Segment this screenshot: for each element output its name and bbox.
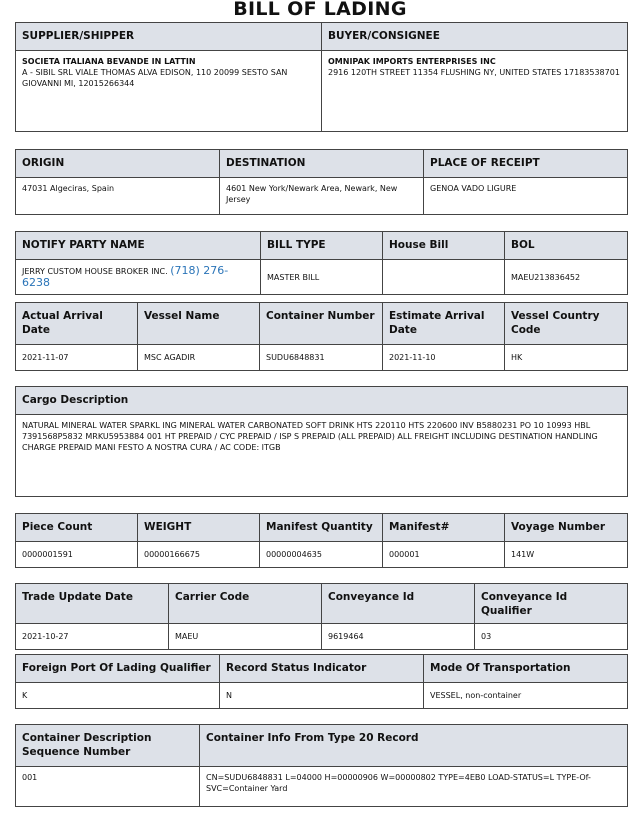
bill-type-header: BILL TYPE [261,232,383,260]
transport-mode-value: VESSEL, non-container [424,683,628,709]
piece-count-value: 0000001591 [16,542,138,568]
vessel-country-value: HK [505,345,628,371]
cargo-description: NATURAL MINERAL WATER SPARKL ING MINERAL WATER CARBONATED SOFT DRINK HTS 220110 HTS 220600 INV B5880231 PO 10 10993 HBL 7391568P5832 MRKU5953884 001 HT PREPAID / CYC PREPAID / ISP S PREPAID (ALL PREPAID) ALL FREIGHT INCLUDING DESTINATION HANDLING CHARGE PREPAID MANI FESTO A NOSTRA CURA / AC CODE: ITGB [16,415,628,497]
origin-header: ORIGIN [16,150,220,178]
bill-type-value: MASTER BILL [261,260,383,295]
weight-value: 00000166675 [138,542,260,568]
container-number-header: Container Number [260,303,383,345]
vessel-name-value: MSC AGADIR [138,345,260,371]
buyer-address: 2916 120TH STREET 11354 FLUSHING NY, UNITED STATES 17183538701 [328,68,620,77]
record-status-header: Record Status Indicator [220,655,424,683]
bol-header: BOL [505,232,628,260]
notify-party-header: NOTIFY PARTY NAME [16,232,261,260]
route-table [15,149,628,215]
notify-party-phone-link[interactable]: (718) 276-6238 [22,264,229,289]
supplier-cell [16,51,322,132]
origin-value: 47031 Algeciras, Spain [16,178,220,215]
notify-party-cell [16,260,261,295]
record-status-value: N [220,683,424,709]
piece-count-header: Piece Count [16,514,138,542]
voyage-number-value: 141W [505,542,628,568]
status-table [15,654,628,709]
receipt-header: PLACE OF RECEIPT [424,150,628,178]
foreign-port-header: Foreign Port Of Lading Qualifier [16,655,220,683]
manifest-number-header: Manifest# [383,514,505,542]
supplier-header: SUPPLIER/SHIPPER [16,23,322,51]
document-title: BILL OF LADING [233,0,407,20]
trade-table [15,583,628,650]
quantities-table [15,513,628,568]
manifest-quantity-value: 00000004635 [260,542,383,568]
vessel-name-header: Vessel Name [138,303,260,345]
bol-value: MAEU213836452 [505,260,628,295]
trade-update-header: Trade Update Date [16,584,169,624]
manifest-number-value: 000001 [383,542,505,568]
estimate-arrival-header: Estimate Arrival Date [383,303,505,345]
notify-table [15,231,628,295]
house-bill-header: House Bill [383,232,505,260]
vessel-table [15,302,628,371]
sequence-number-header: Container Description Sequence Number [16,725,200,767]
container-info-value: CN=SUDU6848831 L=04000 H=00000906 W=00000802 TYPE=4EB0 LOAD-STATUS=L TYPE-Of-SVC=Container Yard [200,767,628,807]
voyage-number-header: Voyage Number [505,514,628,542]
cargo-header: Cargo Description [16,387,628,415]
receipt-value: GENOA VADO LIGURE [424,178,628,215]
sequence-number-value: 001 [16,767,200,807]
arrival-header: Actual Arrival Date [16,303,138,345]
container-info-table [15,724,628,807]
estimate-arrival-value: 2021-11-10 [383,345,505,371]
transport-mode-header: Mode Of Transportation [424,655,628,683]
carrier-code-header: Carrier Code [169,584,322,624]
buyer-name: OMNIPAK IMPORTS ENTERPRISES INC [328,57,496,66]
house-bill-value [383,260,505,295]
container-info-header: Container Info From Type 20 Record [200,725,628,767]
foreign-port-value: K [16,683,220,709]
buyer-cell [322,51,628,132]
trade-update-value: 2021-10-27 [16,624,169,650]
arrival-value: 2021-11-07 [16,345,138,371]
conveyance-qualifier-header: Conveyance Id Qualifier [475,584,628,624]
supplier-address: A - SIBIL SRL VIALE THOMAS ALVA EDISON, 110 20099 SESTO SAN GIOVANNI MI, 12015266344 [22,68,288,88]
notify-party-name: JERRY CUSTOM HOUSE BROKER INC. [22,267,168,276]
carrier-code-value: MAEU [169,624,322,650]
vessel-country-header: Vessel Country Code [505,303,628,345]
conveyance-qualifier-value: 03 [475,624,628,650]
destination-value: 4601 New York/Newark Area, Newark, New Jersey [220,178,424,215]
container-number-value: SUDU6848831 [260,345,383,371]
conveyance-id-value: 9619464 [322,624,475,650]
parties-table [15,22,628,132]
buyer-header: BUYER/CONSIGNEE [322,23,628,51]
conveyance-id-header: Conveyance Id [322,584,475,624]
destination-header: DESTINATION [220,150,424,178]
weight-header: WEIGHT [138,514,260,542]
cargo-table [15,386,628,497]
manifest-quantity-header: Manifest Quantity [260,514,383,542]
supplier-name: SOCIETA ITALIANA BEVANDE IN LATTIN [22,57,196,66]
